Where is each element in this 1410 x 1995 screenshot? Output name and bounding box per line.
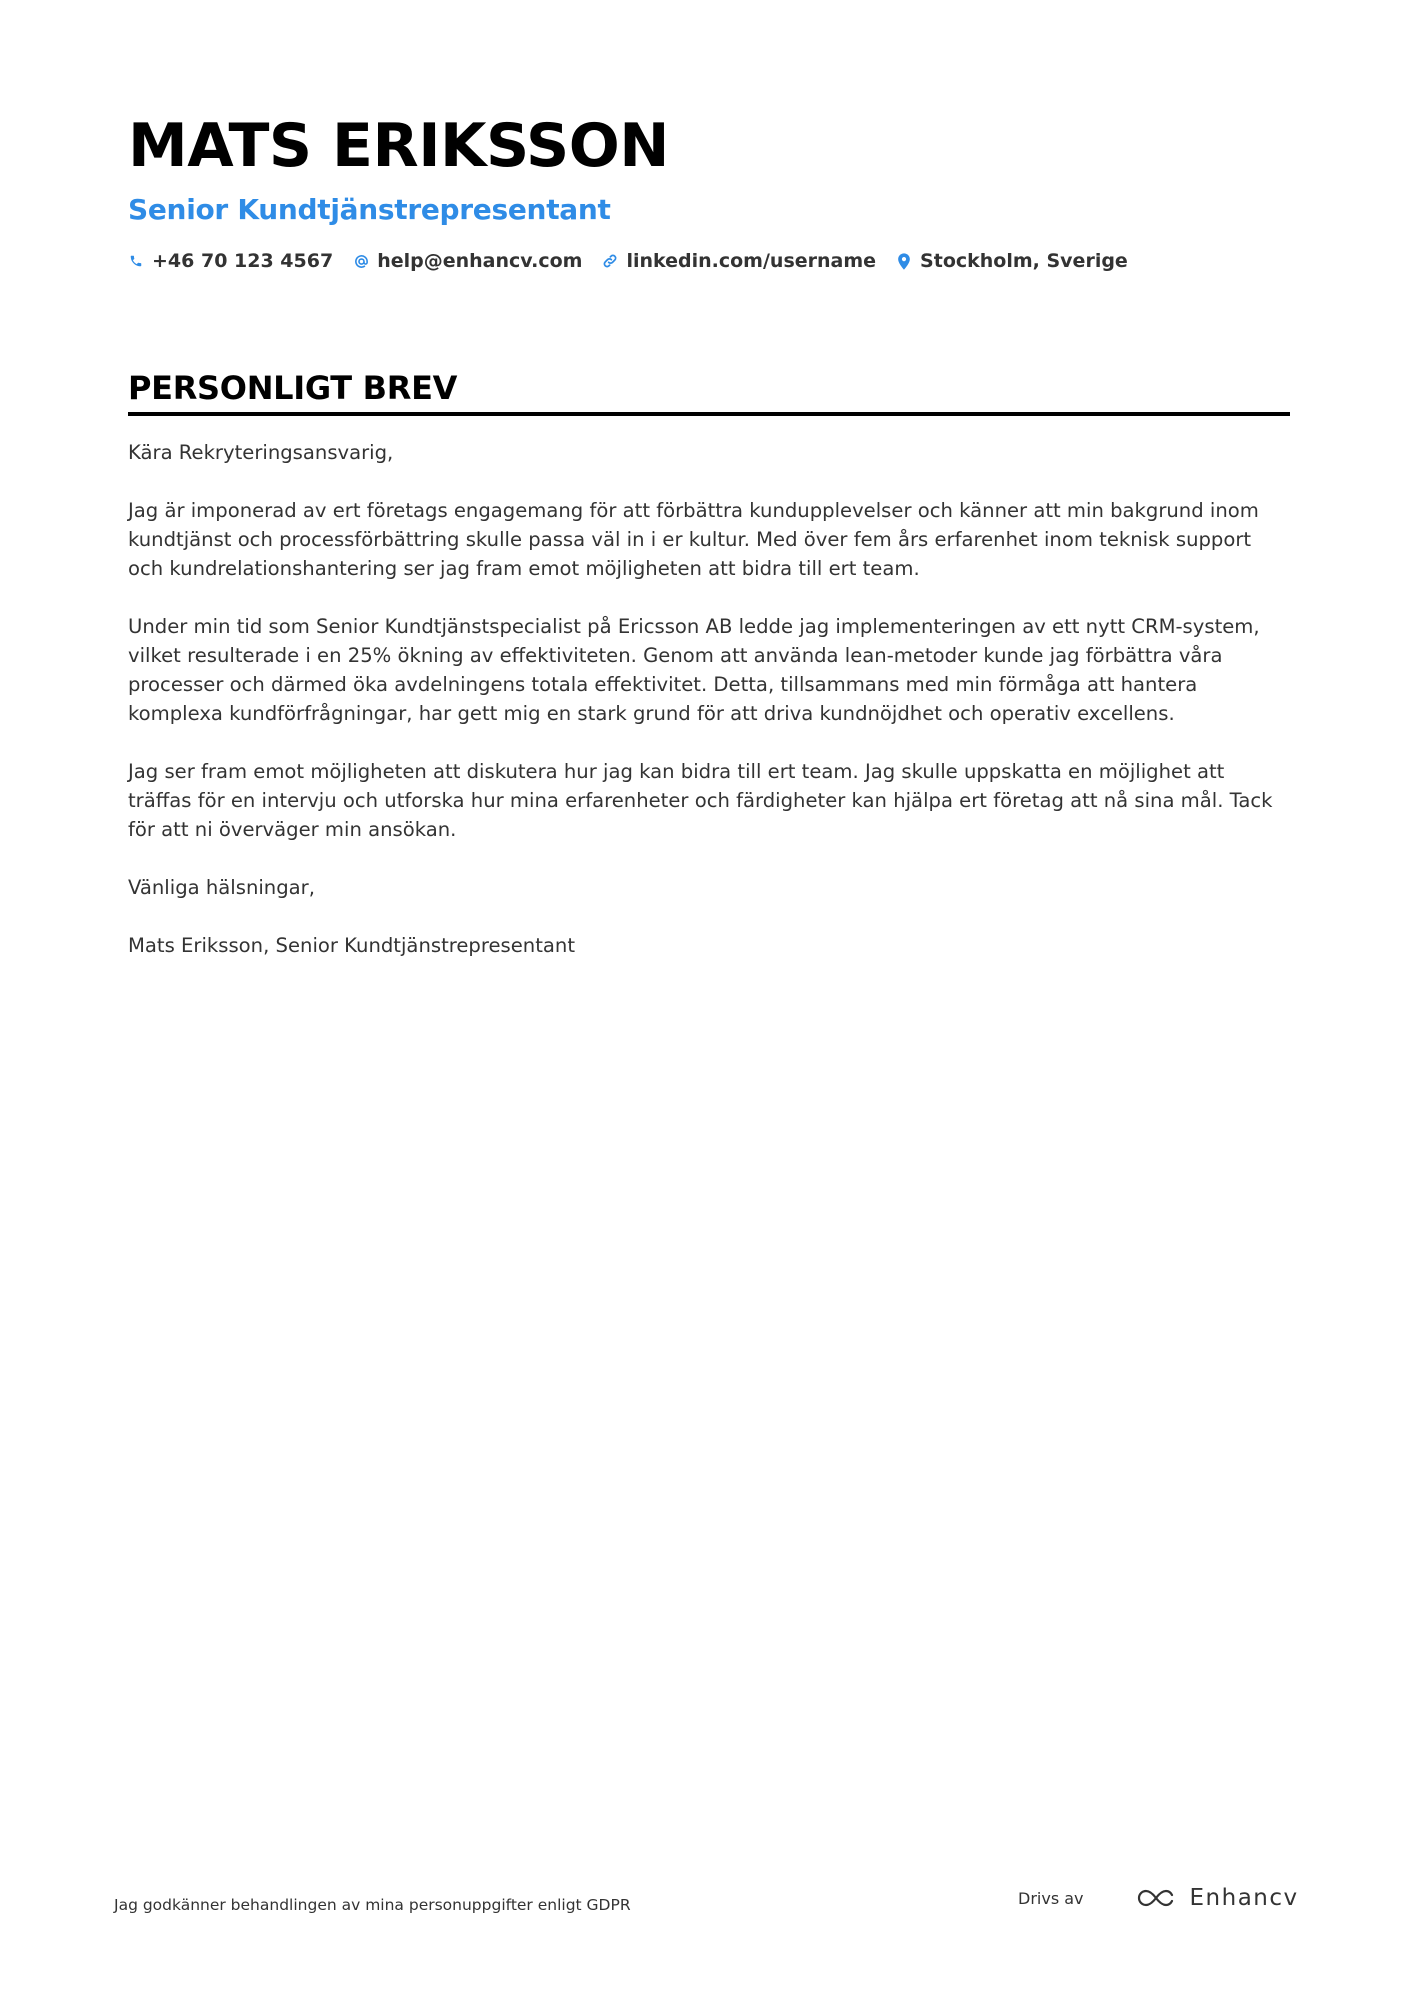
letter-closing: Vänliga hälsningar, [128, 876, 315, 899]
letter-body [128, 438, 1290, 960]
cover-letter-section [128, 366, 1290, 989]
section-divider [128, 412, 1290, 416]
candidate-name: MATS ERIKSSON [128, 111, 669, 181]
letter-paragraph: Under min tid som Senior Kundtjänstspecialist på Ericsson AB ledde jag implementeringen av ett nytt CRM-system, vilket resulterade i en 25% ökning av effektiviteten. Genom att använda lean-metoder kunde jag förbättra våra processer och därmed öka avdelningens totala effektivitet. Detta, tillsammans med min förmåga att hantera komplexa kundförfrågningar, har gett mig en stark grund för att driva kundnöjdhet och operativ excellens. [128, 615, 1260, 725]
letter-paragraph: Jag ser fram emot möjligheten att diskutera hur jag kan bidra till ert team. Jag skulle uppskatta en möjlighet att träffas för en intervju och utforska hur mina erfarenheter och färdigheter kan hjälpa ert företag att nå sina mål. Tack för att ni överväger min ansökan. [128, 760, 1273, 841]
location-text: Stockholm, Sverige [920, 250, 1128, 272]
powered-by-label: Drivs av [1018, 1888, 1084, 1908]
phone-icon [128, 252, 144, 270]
contact-phone [128, 250, 333, 272]
email-text: help@enhancv.com [377, 250, 583, 272]
contact-info [128, 250, 1288, 272]
at-icon [353, 252, 369, 270]
enhancv-wordmark: Enhancv [1189, 1885, 1299, 1911]
footer-branding [1018, 1885, 1299, 1911]
gdpr-consent: Jag godkänner behandlingen av mina personuppgifter enligt GDPR [114, 1896, 631, 1914]
letter-paragraph: Jag är imponerad av ert företags engagemang för att förbättra kundupplevelser och känner att min bakgrund inom kundtjänst och processförbättring skulle passa väl in i er kultur. Med över fem års erfarenhet inom teknisk support och kundrelationshantering ser jag fram emot möjligheten att bidra till ert team. [128, 499, 1259, 580]
infinity-icon [1136, 1886, 1180, 1910]
job-title: Senior Kundtjänstrepresentant [128, 193, 611, 226]
header [128, 110, 1288, 272]
enhancv-logo[interactable] [1136, 1885, 1299, 1911]
section-title: PERSONLIGT BREV [128, 369, 458, 407]
contact-email [353, 250, 582, 272]
letter-greeting: Kära Rekryteringsansvarig, [128, 441, 394, 464]
letter-signature: Mats Eriksson, Senior Kundtjänstrepresentant [128, 934, 576, 957]
link-icon [602, 252, 618, 270]
linkedin-text: linkedin.com/username [626, 250, 877, 272]
location-pin-icon [896, 252, 912, 270]
contact-linkedin [602, 250, 876, 272]
contact-location [896, 250, 1128, 272]
phone-text: +46 70 123 4567 [152, 250, 334, 272]
